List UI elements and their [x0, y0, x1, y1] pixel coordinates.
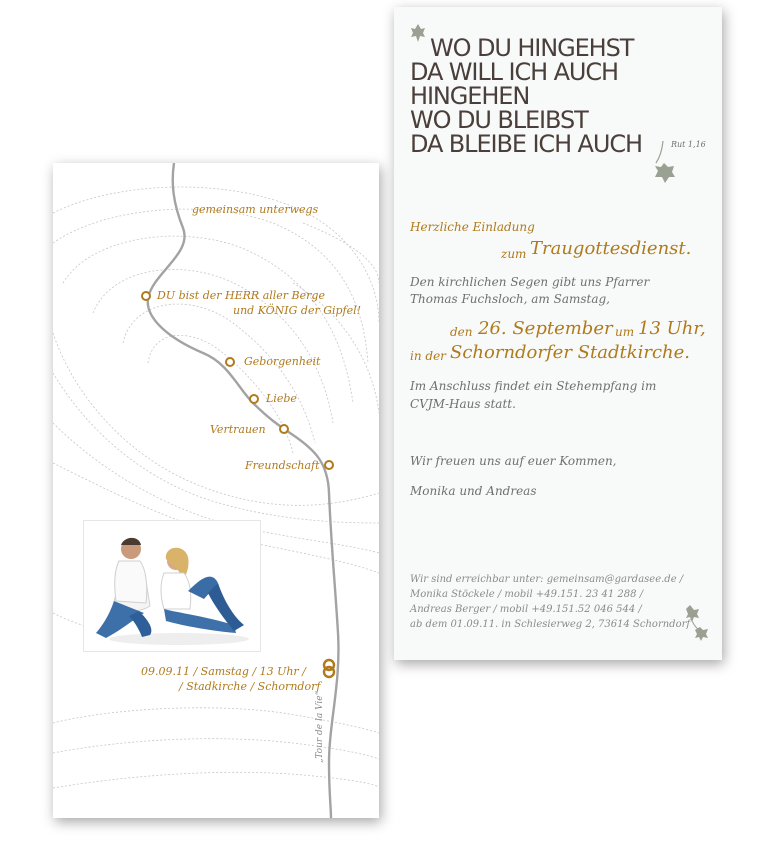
station-marker [226, 358, 234, 366]
headline-line-2: DA WILL ICH AUCH [410, 58, 618, 86]
invitation-front-card [53, 163, 379, 818]
date-26-september: 26. September [478, 318, 613, 339]
invite-heading: Herzliche Einladung [410, 220, 535, 234]
date-den: den [450, 325, 473, 339]
bible-verse: Rut 1,16 [671, 140, 706, 149]
station-1-line1: DU bist der HERR aller Berge [157, 289, 325, 302]
ivy-leaf-icon [410, 23, 426, 43]
station-1-line2: und KÖNIG der Gipfel! [233, 304, 362, 317]
contact-line-2: Monika Stöckele / mobil +49.151. 23 41 288 / [410, 589, 644, 600]
headline-line-4: WO DU BLEIBST [410, 106, 588, 134]
headline-line-3: HINGEHEN [410, 82, 530, 110]
motto-text: gemeinsam unterwegs [192, 203, 319, 216]
blessing-line-2: Thomas Fuchsloch, am Samstag, [410, 292, 610, 306]
place-in-der: in der [410, 349, 446, 363]
contour-map-background [53, 163, 379, 818]
station-marker [280, 425, 288, 433]
reception-line-2: CVJM-Haus statt. [410, 397, 516, 411]
wedding-rings-icon [324, 660, 334, 677]
invite-zum: zum [501, 247, 527, 261]
contact-line-3: Andreas Berger / mobil +49.151.52 046 544 / [410, 604, 642, 615]
station-marker [250, 395, 258, 403]
place-stadtkirche: Schorndorfer Stadtkirche. [450, 342, 691, 363]
ivy-corner-icon [686, 605, 710, 641]
route-path [148, 163, 339, 818]
station-marker [325, 461, 333, 469]
headline-line-5: DA BLEIBE ICH AUCH [410, 130, 642, 158]
station-freundschaft: Freundschaft [245, 459, 320, 472]
contact-line-4: ab dem 01.09.11. in Schlesierweg 2, 73614 Schorndorf [410, 619, 691, 630]
invite-traugottesdienst: Traugottesdienst. [530, 238, 692, 259]
date-line-2: / Stadkirche / Schorndorf [179, 680, 321, 693]
date-13-uhr: 13 Uhr, [638, 318, 706, 339]
signature-names: Monika und Andreas [410, 484, 537, 498]
ivy-branch-icon [648, 141, 678, 185]
looking-forward-text: Wir freuen uns auf euer Kommen, [410, 454, 617, 468]
date-line-1: 09.09.11 / Samstag / 13 Uhr / [141, 665, 306, 678]
couple-photo [83, 520, 261, 652]
station-geborgenheit: Geborgenheit [244, 355, 321, 368]
contact-line-1: Wir sind erreichbar unter: gemeinsam@gardasee.de / [410, 574, 684, 585]
station-marker [142, 292, 150, 300]
couple-illustration [84, 521, 260, 651]
station-liebe: Liebe [266, 392, 297, 405]
date-um: um [615, 325, 635, 339]
invitation-back-card [394, 7, 722, 660]
station-vertrauen: Vertrauen [210, 423, 266, 436]
headline-line-1: WO DU HINGEHST [430, 34, 634, 62]
reception-line-1: Im Anschluss findet ein Stehempfang im [410, 379, 657, 393]
tour-de-la-vie-vertical: „Tour de la Vie“ [315, 690, 325, 763]
blessing-line-1: Den kirchlichen Segen gibt uns Pfarrer [410, 275, 650, 289]
